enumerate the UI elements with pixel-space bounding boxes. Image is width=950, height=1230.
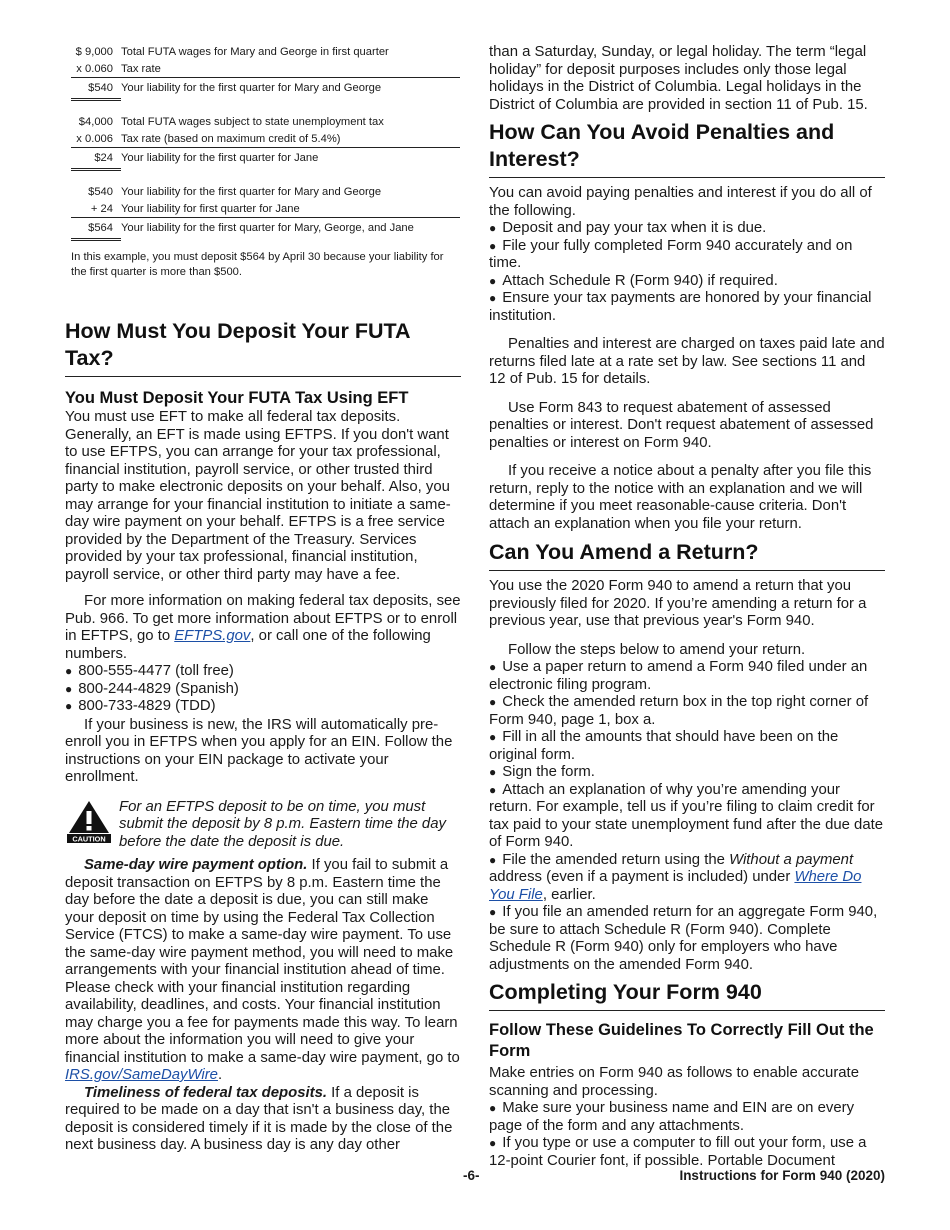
bullet-icon: ● (65, 664, 73, 678)
example-row: + 24 Your liability for first quarter for Jane (90, 202, 300, 215)
bullet-icon: ● (489, 273, 497, 288)
subheading-eft: You Must Deposit Your FUTA Tax Using EFT (65, 389, 409, 407)
example-row: $ 9,000 Total FUTA wages for Mary and George in first quarter (75, 46, 389, 59)
bullet-icon: ● (489, 765, 497, 779)
bullet-icon: ● (489, 905, 497, 919)
example-row-total: $564 Your liability for the first quarter for Mary, George, and Jane (71, 217, 460, 238)
paragraph-new-business: If your business is new, the IRS will automatically pre-enroll you in EFTPS when you apply for an EIN. Follow the instructions on your EIN package to activate your enrollment. (65, 716, 453, 785)
bullet-icon: ● (489, 730, 497, 744)
bullet-icon: ● (489, 660, 497, 674)
bullet-icon: ● (489, 782, 497, 797)
paragraph-steps: Follow the steps below to amend your return. (508, 641, 806, 658)
caution-box (65, 799, 461, 852)
list-item: ● Attach Schedule R (Form 940) if required. (489, 272, 778, 289)
heading-deposit-futa: How Must You Deposit Your FUTA Tax? (65, 318, 461, 377)
caution-icon (65, 799, 113, 843)
document-title: Instructions for Form 940 (2020) (679, 1168, 885, 1183)
run-in-heading: Same-day wire payment option. (84, 857, 308, 873)
list-item: ● File your fully completed Form 940 accurately and on time. (489, 237, 853, 271)
list-item: ● If you file an amended return for an aggregate Form 940, be sure to attach Schedule R (Form 940). Complete Schedule R (Form 940) only for employers who have adjustments on the amended Form 940. (489, 904, 878, 973)
list-item: ● Ensure your tax payments are honored by your financial institution. (489, 290, 872, 324)
bullet-icon: ● (489, 221, 497, 235)
left-column (65, 44, 461, 1155)
example-note: In this example, you must deposit $564 by April 30 because your liability for the first quarter is more than $500. (71, 251, 444, 278)
caution-text: For an EFTPS deposit to be on time, you must submit the deposit by 8 p.m. Eastern time the day before the date the deposit is due. (119, 798, 446, 850)
example-row: x 0.060 Tax rate (76, 62, 161, 75)
list-item: ● File the amended return using the Without a payment address (even if a payment is included) under Where Do You File, earlier. (489, 851, 862, 903)
list-item: ● Check the amended return box in the top right corner of Form 940, page 1, box a. (489, 694, 869, 728)
same-day-wire-link[interactable]: IRS.gov/SameDayWire (65, 1067, 218, 1083)
list-item: ● Sign the form. (489, 764, 595, 780)
heading-avoid-penalties: How Can You Avoid Penalties and Interest? (489, 119, 885, 178)
example-row-total: $24 Your liability for the first quarter for Jane (71, 147, 460, 168)
paragraph-avoid: You can avoid paying penalties and interest if you do all of the following. (489, 185, 872, 219)
list-item: ● Attach an explanation of why you’re amending your return. For example, tell us if you’re filing to claim credit for tax paid to your state unemployment fund after the due date of Form 940. (489, 781, 884, 850)
futa-example-table (71, 44, 460, 280)
list-item: ● Make sure your business name and EIN are on every page of the form and any attachments. (489, 1100, 855, 1134)
paragraph-eft: You must use EFT to make all federal tax deposits. Generally, an EFT is made using EFTPS. If you don't want to use EFTPS, you can arrange for your tax professional, financial institution, payroll service, or other trusted third party to make electronic deposits on your behalf. Also, you may arrange for your financial institution to initiate a same-day wire payment on your behalf. EFTPS is a free service provided by the Department of the Treasury. Services provided by your tax professional, financial institution, payroll service, or other third party may have a fee. (65, 409, 451, 583)
bullet-icon: ● (489, 852, 497, 867)
list-item: ● Use a paper return to amend a Form 940 filed under an electronic filing program. (489, 659, 868, 693)
paragraph-notice: If you receive a notice about a penalty after you file this return, reply to the notice with an explanation and we will determine if you meet reasonable-cause criteria. Don't attach an explanation when you file your return. (489, 463, 872, 532)
bullet-icon: ● (489, 695, 497, 709)
list-item: ● Deposit and pay your tax when it is due. (489, 220, 767, 236)
example-row: x 0.006 Tax rate (based on maximum credit of 5.4%) (76, 132, 341, 145)
phone-list (65, 663, 461, 716)
bullet-icon: ● (489, 291, 497, 305)
list-item: ● 800-733-4829 (TDD) (65, 698, 216, 714)
amend-list (489, 659, 885, 974)
paragraph-penalties: Penalties and interest are charged on taxes paid late and returns filed late at a rate set by law. See sections 11 and 12 of Pub. 15 for details. (489, 336, 885, 387)
list-item: ● 800-555-4477 (toll free) (65, 663, 234, 679)
example-row: $540 Your liability for the first quarter for Mary and George (88, 186, 382, 199)
right-column (489, 44, 885, 1170)
avoid-list (489, 220, 885, 325)
paragraph-same-day: Same-day wire payment option. If you fail to submit a deposit transaction on EFTPS by 8 p.m. Eastern time the day before the date a deposit is due, you can still make your deposit on time by using the Federal Tax Collection Service (FTCS) to make a same-day wire payment. To use the same-day wire payment method, you will need to make arrangements with your financial institution ahead of time. Please check with your financial institution regarding availability, deadlines, and costs. Your financial institution may charge you a fee for payments made this way. To learn more about the information you will need to give your financial institution to make a same-day wire payment, go to IRS.gov/SameDayWire. (65, 857, 460, 1083)
page-footer (65, 1166, 885, 1188)
subheading-guidelines: Follow These Guidelines To Correctly Fill Out the Form (489, 1021, 874, 1060)
paragraph-form-843: Use Form 843 to request abatement of assessed penalties or interest. Don't request abatement of assessed penalties or interest on Form 940. (489, 399, 874, 451)
bullet-icon: ● (489, 1136, 497, 1150)
bullet-icon: ● (489, 238, 497, 253)
paragraph-more-info: For more information on making federal tax deposits, see Pub. 966. To get more information about EFTPS or to enroll in EFTPS, go to EFTPS.gov, or call one of the following numbers. (65, 593, 461, 662)
bullet-icon: ● (489, 1101, 497, 1115)
paragraph-amend: You use the 2020 Form 940 to amend a return that you previously filed for 2020. If you’re amending a return for a previous year, use that previous year's Form 940. (489, 578, 867, 629)
where-do-you-file-link[interactable]: Where Do You File (489, 869, 862, 903)
example-row-total: $540 Your liability for the first quarter for Mary and George (71, 77, 460, 98)
run-in-heading: Timeliness of federal tax deposits. (84, 1084, 328, 1101)
complete-list (489, 1100, 885, 1170)
heading-amend-return: Can You Amend a Return? (489, 539, 885, 571)
paragraph-timeliness: Timeliness of federal tax deposits. If a deposit is required to be made on a day that isn't a business day, the deposit is considered timely if it is made by the close of the next business day. A business day is any day other (65, 1084, 453, 1153)
example-row: $4,000 Total FUTA wages subject to state unemployment tax (78, 116, 384, 129)
paragraph-continued: than a Saturday, Sunday, or legal holiday. The term “legal holiday” for deposit purposes includes only those legal holidays in the District of Columbia. Legal holidays in the District of Columbia are provided in section 11 of Pub. 15. (489, 44, 868, 113)
paragraph-entries: Make entries on Form 940 as follows to enable accurate scanning and processing. (489, 1065, 859, 1099)
bullet-icon: ● (65, 699, 73, 713)
list-item: ● 800-244-4829 (Spanish) (65, 680, 239, 697)
list-item: ● If you type or use a computer to fill out your form, use a 12-point Courier font, if possible. Portable Document (489, 1135, 867, 1169)
bullet-icon: ● (65, 681, 73, 696)
heading-completing-form: Completing Your Form 940 (489, 979, 885, 1011)
eftps-link[interactable]: EFTPS.gov (174, 628, 251, 644)
caution-label: CAUTION (72, 833, 106, 843)
list-item: ● Fill in all the amounts that should have been on the original form. (489, 729, 839, 763)
page-number: -6- (463, 1168, 480, 1183)
